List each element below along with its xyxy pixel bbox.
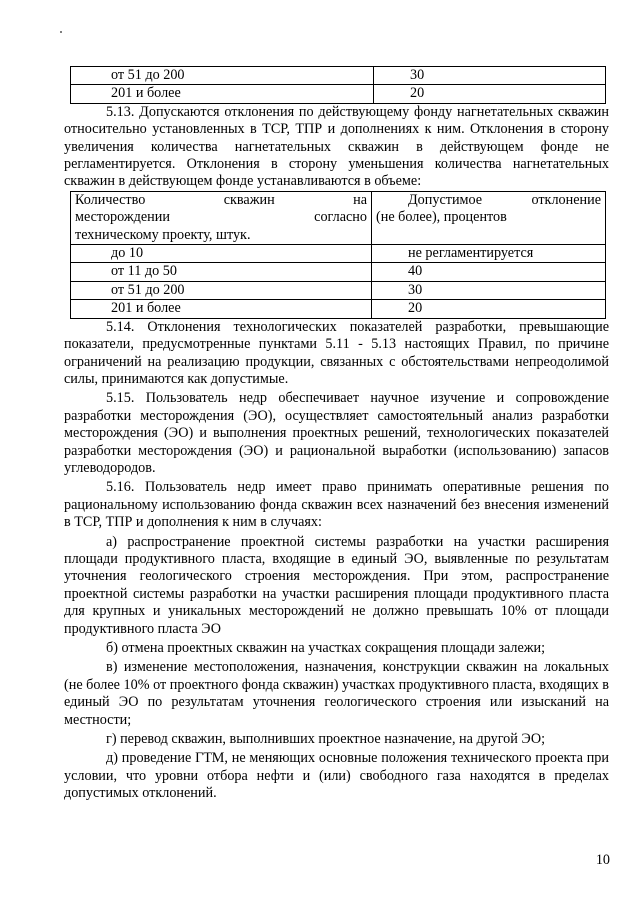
list-item-d: д) проведение ГТМ, не меняющих основные положения технического проекта при условии, что уровни отбора нефти и (или) свободного газа находятся в пределах допустимых отклонений. bbox=[64, 750, 609, 802]
table-cell: 30 bbox=[372, 281, 606, 299]
scan-speck bbox=[60, 31, 62, 33]
table-cell: 20 bbox=[372, 300, 606, 318]
table-row bbox=[71, 263, 606, 281]
table-cell: от 11 до 50 bbox=[71, 263, 372, 281]
header-line: (не более), процентов bbox=[376, 209, 507, 226]
list-item-b: б) отмена проектных скважин на участках сокращения площади залежи; bbox=[106, 640, 546, 656]
paragraph-5-15: 5.15. Пользователь недр обеспечивает научное изучение и сопровождение разработки месторождения (ЭО), осуществляет самостоятельный анализ разработки месторождения (ЭО) и выполнения проектных решений, технологических показателей разработки месторождения (ЭО) и рациональной выработки (использованию) запасов углеводородов. bbox=[64, 390, 609, 476]
list-item-g: г) перевод скважин, выполнивших проектное назначение, на другой ЭО; bbox=[106, 731, 546, 748]
table-header-cell-allowed-deviation bbox=[372, 191, 606, 244]
table-row bbox=[71, 300, 606, 318]
table-header-cell-wells-count bbox=[71, 191, 372, 244]
injection-wells-deviation-table bbox=[70, 191, 606, 319]
header-line: Допустимое отклонение bbox=[408, 191, 601, 208]
document-body bbox=[64, 66, 609, 803]
table-cell: до 10 bbox=[71, 245, 372, 263]
table-cell: 201 и более bbox=[71, 300, 372, 318]
table-row bbox=[71, 281, 606, 299]
table-cell: от 51 до 200 bbox=[71, 281, 372, 299]
table-cell: не регламентируется bbox=[372, 245, 606, 263]
table-cell: 201 и более bbox=[71, 85, 374, 103]
paragraph-5-14: 5.14. Отклонения технологических показателей разработки, превышающие показатели, предусмотренные пунктами 5.11 - 5.13 настоящих Правил, по причине ограничений на реализацию продукции, связанных с обстоятельствами непреодолимой силы, принимаются как допустимые. bbox=[64, 318, 609, 387]
list-item-a: а) распространение проектной системы разработки на участки расширения площади продуктивного пласта, входящие в единый ЭО, выявленные по результатам уточнения геологического строения месторождения. При этом, распространение проектной системы разработки на участки расширения площади продуктивного пласта для крупных и уникальных месторождений не должно превышать 10% от площади продуктивного пласта ЭО bbox=[64, 533, 609, 637]
table-header-row bbox=[71, 191, 606, 244]
table-row bbox=[71, 245, 606, 263]
table-cell: 30 bbox=[374, 67, 606, 85]
table-row bbox=[71, 67, 606, 85]
table-cell: 40 bbox=[372, 263, 606, 281]
deviation-table-continued bbox=[70, 66, 606, 104]
list-item-v: в) изменение местоположения, назначения, конструкции скважин на локальных (не более 10% от проектного фонда скважин) участках продуктивного пласта, входящих в единый ЭО по результатам уточнения геологического строения или изысканий на местности; bbox=[64, 659, 609, 728]
header-line: месторождении согласно bbox=[75, 209, 367, 226]
header-line: техническому проекту, штук. bbox=[75, 226, 251, 243]
paragraph-5-16: 5.16. Пользователь недр имеет право принимать оперативные решения по рациональному использованию фонда скважин всех назначений без внесения изменений в ТСР, ТПР и дополнения к ним в случаях: bbox=[64, 479, 609, 531]
table-row bbox=[71, 85, 606, 103]
table-cell: 20 bbox=[374, 85, 606, 103]
page-number: 10 bbox=[595, 852, 610, 868]
header-line: Количество скважин на bbox=[75, 191, 367, 208]
paragraph-5-13: 5.13. Допускаются отклонения по действующему фонду нагнетательных скважин относительно установленных в ТСР, ТПР и дополнениях к ним. Отклонения в сторону увеличения количества нагнетательных скважин в действующем фонде не регламентируется. Отклонения в сторону уменьшения количества нагнетательных скважин в действующем фонде устанавливаются в объеме: bbox=[64, 103, 609, 190]
table-cell: от 51 до 200 bbox=[71, 67, 374, 85]
